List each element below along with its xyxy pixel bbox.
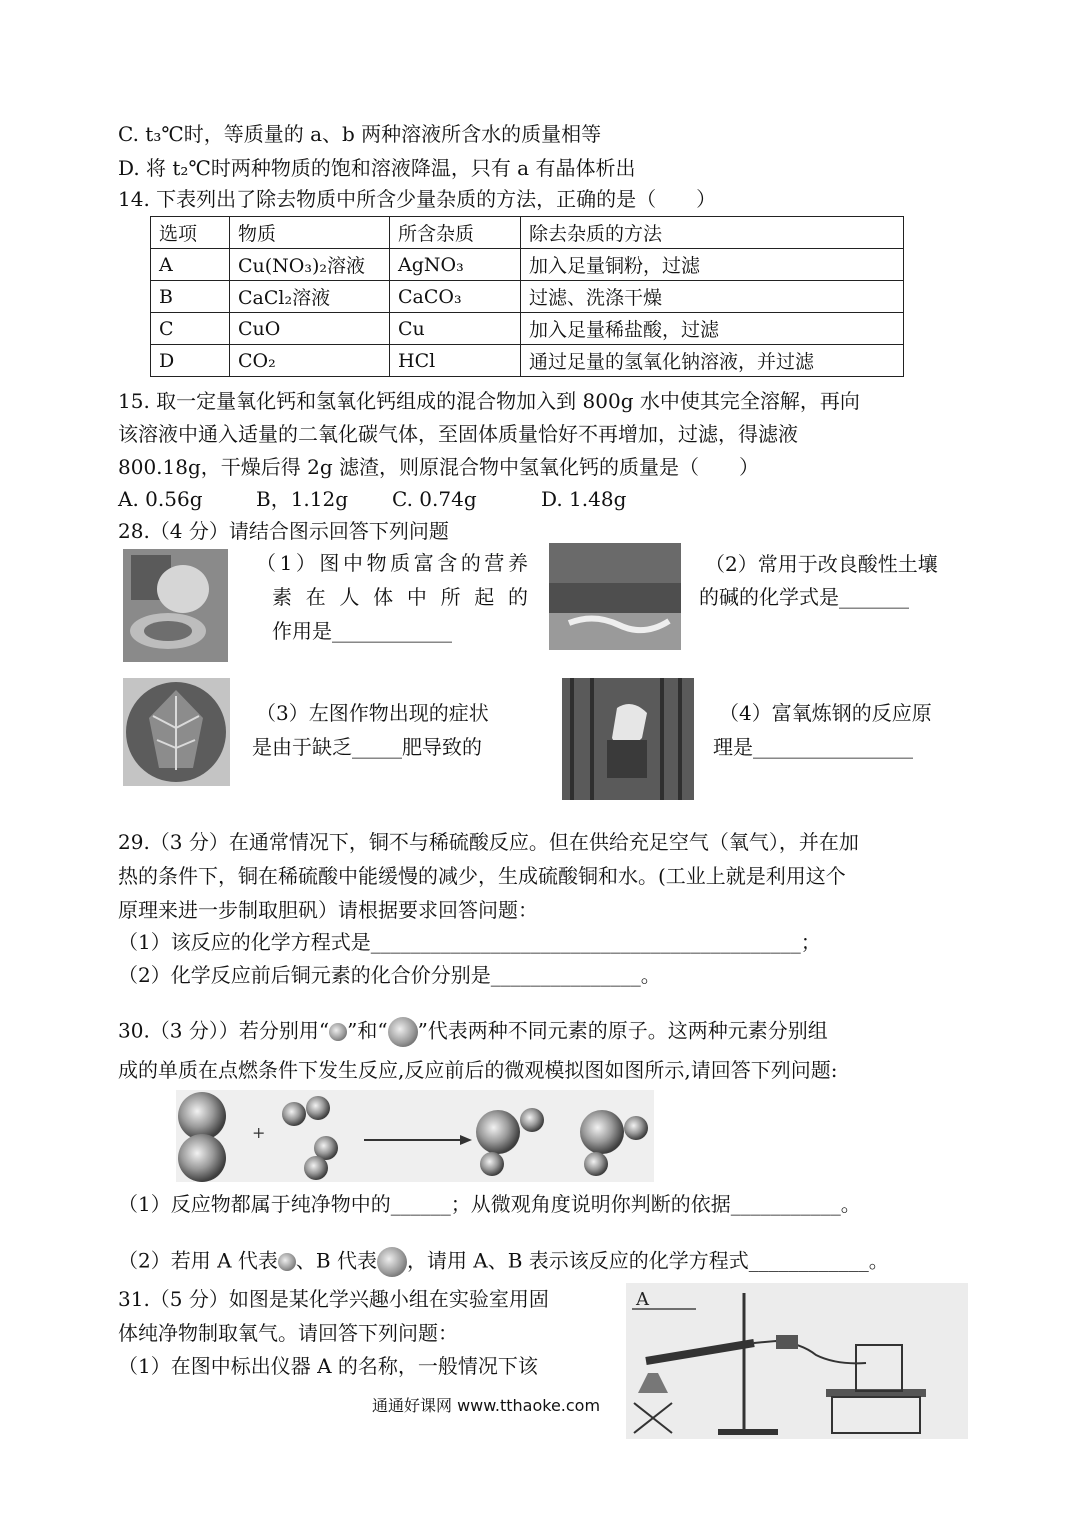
q28-part-3-line-2: 是由于缺乏_____肥导致的	[252, 735, 482, 759]
field-picture	[549, 543, 681, 650]
q28-part-1	[256, 546, 528, 580]
table-cell: 通过足量的氢氧化钠溶液，并过滤	[521, 345, 904, 377]
table-cell: CaCl₂溶液	[230, 281, 390, 313]
leaf-picture	[123, 678, 230, 786]
text-run: （2）若用 A 代表	[118, 1248, 278, 1273]
q14-stem: 14. 下表列出了除去物质中所含少量杂质的方法，正确的是（ ）	[118, 187, 717, 211]
table-cell: Cu(NO₃)₂溶液	[230, 249, 390, 281]
q31-line-1: 31.（5 分）如图是某化学兴趣小组在实验室用固	[118, 1287, 549, 1311]
q15-line-3: 800.18g，干燥后得 2g 滤渣，则原混合物中氢氧化钙的质量是（ ）	[118, 455, 760, 479]
leaf-photo	[123, 678, 230, 786]
q28-part-2-line-1: （2）常用于改良酸性土壤	[705, 552, 938, 576]
header-cell: 选项	[151, 217, 230, 249]
text-run: ”和“	[347, 1018, 388, 1043]
q30-line-2: 成的单质在点燃条件下发生反应,反应前后的微观模拟图如图所示,请回答下列问题:	[118, 1058, 838, 1082]
table-cell: D	[151, 345, 230, 377]
q28-part-4-line-2: 理是________________	[713, 735, 913, 759]
table-row	[151, 313, 904, 345]
q28-part-4-line-1: （4）富氧炼钢的反应原	[719, 701, 932, 725]
q29-sub-2: （2）化学反应前后铜元素的化合价分别是_______________。	[118, 963, 661, 987]
table-cell: CuO	[230, 313, 390, 345]
q28-stem: 28.（4 分）请结合图示回答下列问题	[118, 519, 449, 543]
header-cell: 所含杂质	[390, 217, 521, 249]
header-cell: 除去杂质的方法	[521, 217, 904, 249]
text-run: 30.（3 分））若分别用“	[118, 1018, 330, 1043]
q28-part-1-line-2: 素在人体中所起的	[272, 585, 528, 609]
q15-option-a: A. 0.56g	[118, 487, 203, 511]
q28-part-3-line-1: （3）左图作物出现的症状	[256, 701, 489, 725]
q15-line-1: 15. 取一定量氧化钙和氢氧化钙组成的混合物加入到 800g 水中使其完全溶解，再向	[118, 389, 860, 413]
table-row	[151, 345, 904, 377]
q14-table	[150, 216, 904, 377]
table-cell: B	[151, 281, 230, 313]
table-cell: 加入足量铜粉，过滤	[521, 249, 904, 281]
oxygen-apparatus-diagram	[626, 1283, 968, 1439]
q30-sub-2	[118, 1247, 889, 1277]
table-cell: 加入足量稀盐酸，过滤	[521, 313, 904, 345]
table-cell: HCl	[390, 345, 521, 377]
q28-part-2-line-2: 的碱的化学式是_______	[699, 585, 909, 609]
large-atom-icon	[388, 1017, 418, 1047]
q15-option-b: B，1.12g	[256, 487, 349, 511]
q15-line-2: 该溶液中通入适量的二氧化碳气体，至固体质量恰好不再增加，过滤，得滤液	[118, 422, 798, 446]
table-cell: C	[151, 313, 230, 345]
q31-line-3: （1）在图中标出仪器 A 的名称，一般情况下该	[118, 1354, 538, 1378]
large-atom-icon	[377, 1247, 407, 1277]
q29-sub-1: （1）该反应的化学方程式是___________________________________________；	[118, 930, 821, 954]
plus-sign: +	[252, 1123, 266, 1142]
q13-option-d: D. 将 t₂℃时两种物质的饱和溶液降温，只有 a 有晶体析出	[118, 156, 636, 180]
reaction-model-diagram	[176, 1090, 654, 1182]
table-row	[151, 249, 904, 281]
q29-line-1: 29.（3 分）在通常情况下，铜不与稀硫酸反应。但在供给充足空气（氧气），并在加	[118, 830, 859, 854]
text-run: ，请用 A、B 表示该反应的化学方程式____________。	[406, 1248, 889, 1273]
reaction-diagram	[176, 1090, 654, 1182]
q31-line-2: 体纯净物制取氧气。请回答下列问题：	[118, 1321, 458, 1345]
steelmaking-picture	[562, 678, 694, 800]
q30-sub-1: （1）反应物都属于纯净物中的______；从微观角度说明你判断的依据___________。	[118, 1192, 861, 1216]
text-run: 、B 代表	[295, 1248, 377, 1273]
table-row	[151, 281, 904, 313]
small-atom-icon	[278, 1253, 296, 1271]
q29-line-3: 原理来进一步制取胆矾）请根据要求回答问题：	[118, 898, 538, 922]
table-header-row	[151, 217, 904, 249]
text-line: （1）图中物质富含的营养	[256, 551, 528, 575]
table-cell: Cu	[390, 313, 521, 345]
lab-apparatus-figure	[626, 1283, 968, 1439]
table-cell: CaCO₃	[390, 281, 521, 313]
q29-line-2: 热的条件下，铜在稀硫酸中能缓慢的减少，生成硫酸铜和水。(工业上就是利用这个	[118, 864, 846, 888]
table-cell: 过滤、洗涤干燥	[521, 281, 904, 313]
small-atom-icon	[329, 1023, 347, 1041]
table-cell: AgNO₃	[390, 249, 521, 281]
table-cell: CO₂	[230, 345, 390, 377]
q15-option-d: D. 1.48g	[541, 487, 627, 511]
text-run: ”代表两种不同元素的原子。这两种元素分别组	[417, 1018, 828, 1043]
q13-option-c: C. t₃℃时，等质量的 a、b 两种溶液所含水的质量相等	[118, 122, 602, 146]
field-photo	[549, 543, 681, 650]
q28-part-1-line-3: 作用是____________	[272, 619, 452, 643]
food-picture	[123, 549, 228, 662]
steel-photo	[562, 678, 694, 800]
table-cell: A	[151, 249, 230, 281]
apparatus-label-a: A	[636, 1289, 649, 1310]
q15-option-c: C. 0.74g	[392, 487, 477, 511]
site-footer: 通通好课网 www.tthaoke.com	[372, 1396, 601, 1415]
q30-line-1	[118, 1017, 828, 1047]
header-cell: 物质	[230, 217, 390, 249]
food-photo	[123, 549, 228, 662]
